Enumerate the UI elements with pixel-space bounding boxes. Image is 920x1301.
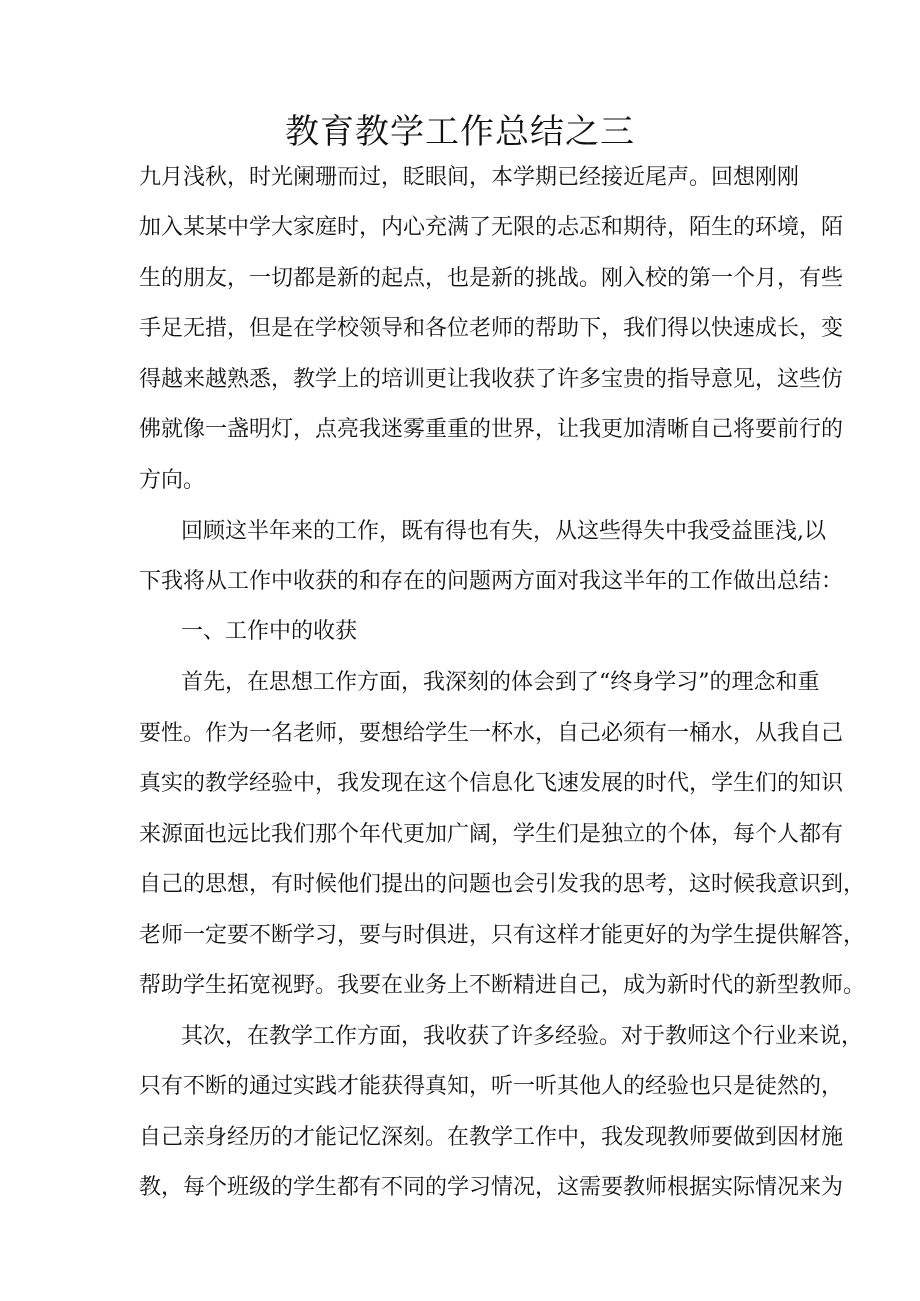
text-line: 要性。作为一名老师，要想给学生一杯水，自己必须有一桶水，从我自己 — [139, 721, 844, 746]
text-line: 得越来越熟悉，教学上的培训更让我收获了许多宝贵的指导意见，这些仿 — [139, 367, 844, 392]
text-line: 来源面也远比我们那个年代更加广阔，学生们是独立的个体，每个人都有 — [139, 822, 844, 847]
text-line: 生的朋友，一切都是新的起点，也是新的挑战。刚入校的第一个月，有些 — [139, 266, 844, 291]
document-title: 教育教学工作总结之三 — [285, 112, 635, 152]
text-line: 加入某某中学大家庭时，内心充满了无限的忐忑和期待，陌生的环境，陌 — [139, 215, 844, 240]
text-line: 自己的思想，有时候他们提出的问题也会引发我的思考，这时候我意识到， — [139, 872, 866, 897]
text-line: 教，每个班级的学生都有不同的学习情况，这需要教师根据实际情况来为 — [139, 1175, 844, 1200]
text-line: 其次，在教学工作方面，我收获了许多经验。对于教师这个行业来说， — [181, 1024, 864, 1049]
section-heading: 一、工作中的收获 — [181, 619, 358, 644]
text-line: 九月浅秋，时光阑珊而过，眨眼间，本学期已经接近尾声。回想刚刚 — [139, 165, 800, 190]
text-line: 手足无措，但是在学校领导和各位老师的帮助下，我们得以快速成长，变 — [139, 316, 844, 341]
text-line: 帮助学生拓宽视野。我要在业务上不断精进自己，成为新时代的新型教师。 — [139, 973, 866, 998]
text-line: 佛就像一盏明灯，点亮我迷雾重重的世界，让我更加清晰自己将要前行的 — [139, 417, 844, 442]
text-line: 只有不断的通过实践才能获得真知，听一听其他人的经验也只是徒然的， — [139, 1074, 844, 1099]
text-line: 方向。 — [139, 468, 206, 493]
text-line: 下我将从工作中收获的和存在的问题两方面对我这半年的工作做出总结： — [139, 569, 844, 594]
text-line: 回顾这半年来的工作，既有得也有失，从这些得失中我受益匪浅,以 — [181, 519, 826, 544]
text-line: 首先，在思想工作方面，我深刻的体会到了“终身学习”的理念和重 — [181, 670, 820, 695]
text-line: 老师一定要不断学习，要与时俱进，只有这样才能更好的为学生提供解答， — [139, 923, 866, 948]
text-line: 真实的教学经验中，我发现在这个信息化飞速发展的时代，学生们的知识 — [139, 771, 844, 796]
text-line: 自己亲身经历的才能记忆深刻。在教学工作中，我发现教师要做到因材施 — [139, 1125, 844, 1150]
